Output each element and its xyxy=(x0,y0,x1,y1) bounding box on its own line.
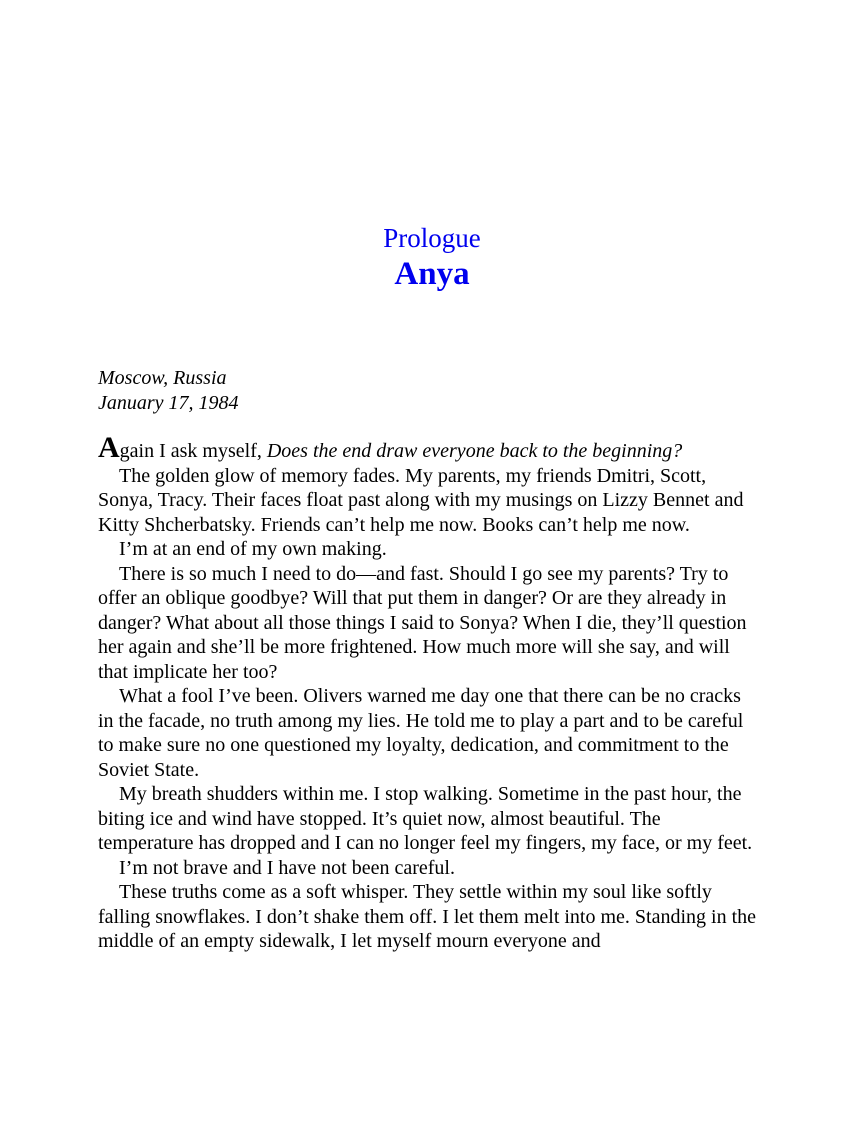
dateline-place: Moscow, Russia xyxy=(98,367,227,389)
paragraph: I’m not brave and I have not been careful. xyxy=(119,856,455,879)
chapter-heading xyxy=(0,222,864,294)
chapter-title: Anya xyxy=(394,256,470,292)
paragraph: My breath shudders within me. I stop walking. Sometime in the past hour, the biting ice and wind have stopped. It’s quiet now, almost beautiful. The temperature has dropped and I can no longer feel my fingers, my face, or my feet. xyxy=(98,783,753,854)
body-text xyxy=(98,431,760,954)
drop-letter: A xyxy=(98,431,120,464)
paragraph: These truths come as a soft whisper. They settle within my soul like softly falling snowflakes. I don’t shake them off. I let them melt into me. Standing in the middle of an empty sidewalk, I let myself mourn everyone and xyxy=(98,881,757,952)
paragraph: There is so much I need to do—and fast. Should I go see my parents? Try to offer an oblique goodbye? Will that put them in danger? Or are they already in danger? What about all those things I said to Sonya? When I die, they’ll question her again and she’ll be more frightened. How much more will she say, and will that implicate her too? xyxy=(98,562,747,683)
opening-italic: Does the end draw everyone back to the beginning? xyxy=(266,440,683,462)
chapter-label: Prologue xyxy=(383,223,481,253)
paragraph: The golden glow of memory fades. My parents, my friends Dmitri, Scott, Sonya, Tracy. Their faces float past along with my musings on Lizzy Bennet and Kitty Shcherbatsky. Friends can’t help me now. Books can’t help me now. xyxy=(98,464,744,536)
paragraph: What a fool I’ve been. Olivers warned me day one that there can be no cracks in the facade, no truth among my lies. He told me to play a part and to be careful to make sure no one questioned my loyalty, dedication, and commitment to the Soviet State. xyxy=(98,685,744,781)
dateline-date: January 17, 1984 xyxy=(98,392,239,414)
opening-paragraph xyxy=(98,431,760,464)
opening-lead: gain I ask myself, xyxy=(119,440,267,462)
dateline xyxy=(98,366,239,416)
paragraph: I’m at an end of my own making. xyxy=(119,538,387,560)
